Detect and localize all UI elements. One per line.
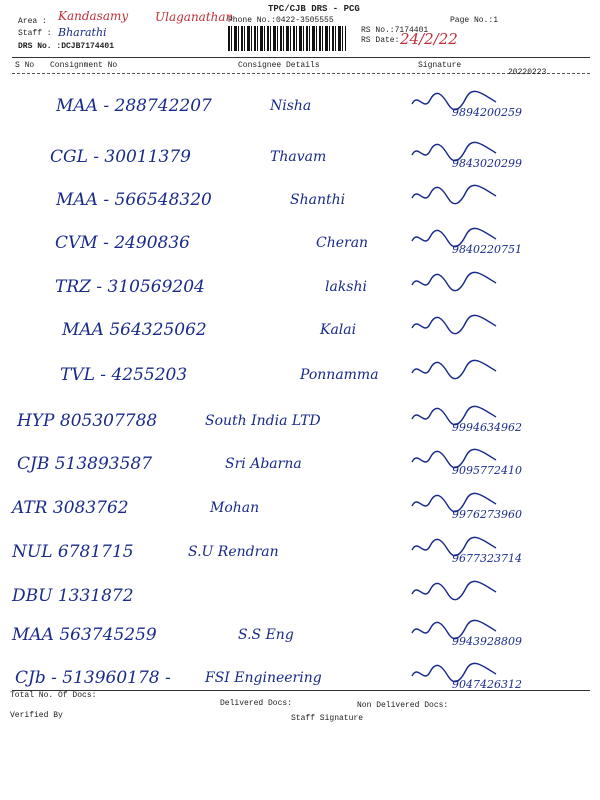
non-delivered-docs-label: Non Delivered Docs: <box>357 701 449 710</box>
consignment-number: TVL - 4255203 <box>60 365 188 385</box>
consignee-name: FSI Engineering <box>205 670 322 686</box>
area-handwritten: Kandasamy <box>58 9 129 23</box>
date-code: 20220223 <box>508 68 547 77</box>
consignment-number: HYP 805307788 <box>17 411 158 431</box>
delivered-docs-label: Delivered Docs: <box>220 699 293 708</box>
drs-number: DRS No. :DCJB7174401 <box>18 42 115 51</box>
page-number: Page No.:1 <box>450 16 499 25</box>
signature-phone: 9943928809 <box>452 635 522 648</box>
consignee-name: Mohan <box>210 500 260 516</box>
consignee-name: lakshi <box>325 279 367 295</box>
rs-date-label: RS Date: <box>361 36 400 45</box>
consignment-number: CVM - 2490836 <box>55 233 190 253</box>
consignment-number: MAA 563745259 <box>12 625 157 645</box>
total-docs-label: Total No. Of Docs: <box>10 691 97 700</box>
area-label: Area : <box>18 17 47 26</box>
phone-number: Phone No.:0422-3505555 <box>228 16 334 25</box>
consignee-name: Nisha <box>270 98 312 114</box>
barcode <box>228 26 346 51</box>
consignee-name: Thavam <box>270 149 327 165</box>
signature-phone: 9843020299 <box>452 157 522 170</box>
consignment-number: MAA - 566548320 <box>56 190 212 210</box>
footer-rule <box>12 690 590 691</box>
signature-phone: 9840220751 <box>452 243 522 256</box>
staff-handwritten: Bharathi <box>58 26 107 39</box>
signature-phone: 9976273960 <box>452 508 522 521</box>
consignment-number: DBU 1331872 <box>12 586 134 606</box>
signature-phone: 9994634962 <box>452 421 522 434</box>
column-rule <box>12 73 590 74</box>
signature-mark <box>410 580 500 602</box>
staff-label: Staff : <box>18 29 52 38</box>
consignment-number: MAA - 288742207 <box>56 96 212 116</box>
consignee-name: South India LTD <box>205 413 321 429</box>
consignee-name: Ponnamma <box>300 367 379 383</box>
consignee-name: S.U Rendran <box>188 544 279 560</box>
consignment-number: CJB 513893587 <box>17 454 153 474</box>
col-sno: S No <box>15 61 35 70</box>
signature-phone: 9677323714 <box>452 552 522 565</box>
consignee-name: S.S Eng <box>238 627 294 643</box>
extra-handwritten: Ulaganathan <box>155 10 234 24</box>
consignment-number: TRZ - 310569204 <box>55 277 205 297</box>
signature-phone: 9047426312 <box>452 678 522 691</box>
col-signature: Signature <box>418 61 462 70</box>
rs-number: RS No.:7174401 <box>361 26 429 35</box>
header-rule <box>12 57 590 58</box>
signature-mark <box>410 314 500 336</box>
consignment-number: MAA 564325062 <box>62 320 207 340</box>
signature-phone: 9894200259 <box>452 106 522 119</box>
consignee-name: Sri Abarna <box>225 456 302 472</box>
verified-by-label: Verified By <box>10 711 63 720</box>
signature-phone: 9095772410 <box>452 464 522 477</box>
rs-date-handwritten: 24/2/22 <box>400 30 458 48</box>
consignee-name: Cheran <box>316 235 369 251</box>
staff-signature-label: Staff Signature <box>291 714 364 723</box>
signature-mark <box>410 184 500 206</box>
col-consignee: Consignee Details <box>238 61 320 70</box>
consignment-number: ATR 3083762 <box>12 498 129 518</box>
consignment-number: CGL - 30011379 <box>50 147 191 167</box>
drs-title: TPC/CJB DRS - PCG <box>268 4 360 14</box>
consignee-name: Shanthi <box>290 192 346 208</box>
consignment-number: CJb - 513960178 - <box>15 668 171 688</box>
signature-mark <box>410 359 500 381</box>
signature-mark <box>410 271 500 293</box>
consignee-name: Kalai <box>320 322 357 338</box>
col-consignment: Consignment No <box>50 61 118 70</box>
consignment-number: NUL 6781715 <box>12 542 134 562</box>
